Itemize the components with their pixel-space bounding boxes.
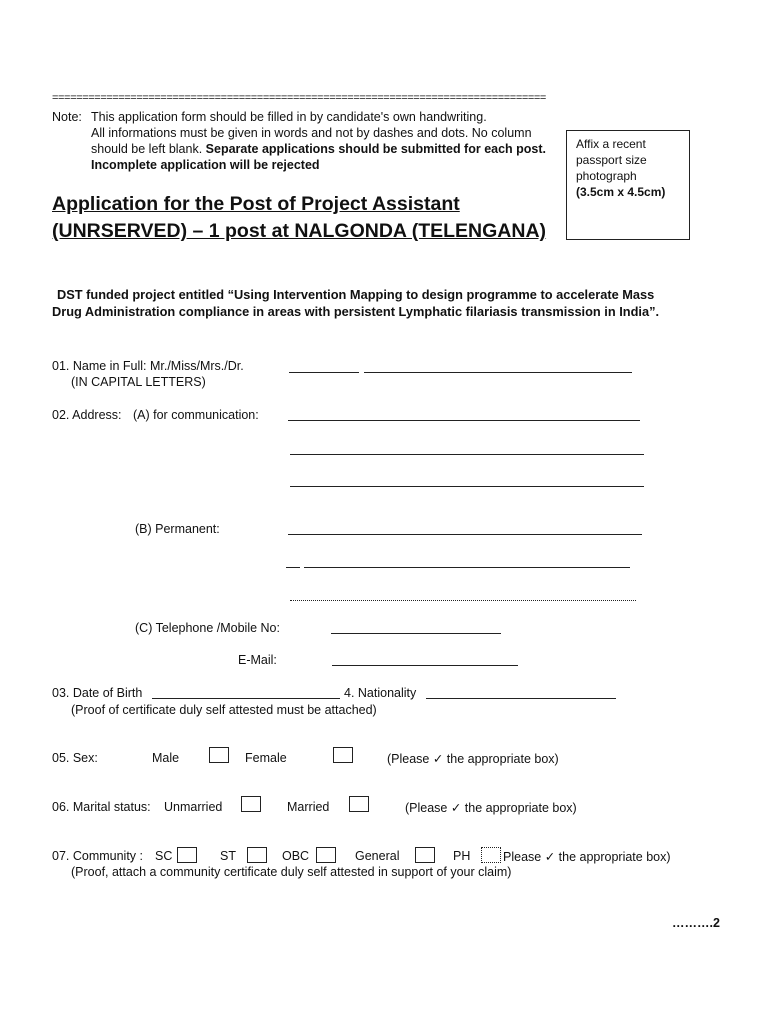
- page-continuation-marker: ……….2: [672, 916, 720, 930]
- community-ph-label: PH: [453, 849, 471, 863]
- name-sublabel: (IN CAPITAL LETTERS): [71, 375, 206, 389]
- community-general-checkbox[interactable]: [415, 847, 435, 863]
- email-field[interactable]: [332, 665, 518, 666]
- address-permanent-field-3[interactable]: [290, 600, 636, 601]
- separator-line: ==================================================================================: [52, 92, 546, 104]
- community-general-label: General: [355, 849, 400, 863]
- sex-female-checkbox[interactable]: [333, 747, 353, 763]
- dob-proof-note: (Proof of certificate duly self attested must be attached): [71, 703, 377, 717]
- marital-married-checkbox[interactable]: [349, 796, 369, 812]
- community-obc-checkbox[interactable]: [316, 847, 336, 863]
- dob-field[interactable]: [152, 698, 340, 699]
- community-hint: Please ✓ the appropriate box): [503, 850, 671, 864]
- sex-female-label: Female: [245, 751, 287, 765]
- sex-male-checkbox[interactable]: [209, 747, 229, 763]
- dob-label: 03. Date of Birth: [52, 686, 143, 700]
- email-label: E-Mail:: [238, 653, 277, 667]
- note-line-1: This application form should be filled in by candidate's own handwriting.: [91, 110, 487, 124]
- sex-hint: (Please ✓ the appropriate box): [387, 752, 559, 766]
- note-label: Note:: [52, 110, 82, 124]
- address-communication-label: (A) for communication:: [133, 408, 259, 422]
- community-label: 07. Community :: [52, 849, 144, 863]
- telephone-label: (C) Telephone /Mobile No:: [135, 621, 280, 635]
- address-communication-field-1[interactable]: [288, 420, 640, 421]
- photo-affix-box: [566, 130, 690, 240]
- marital-unmarried-checkbox[interactable]: [241, 796, 261, 812]
- photo-box-line-2: passport size: [576, 153, 647, 167]
- community-obc-label: OBC: [282, 849, 310, 863]
- photo-box-line-1: Affix a recent: [576, 137, 646, 151]
- marital-label: 06. Marital status:: [52, 800, 151, 814]
- sex-male-label: Male: [152, 751, 180, 765]
- nationality-field[interactable]: [426, 698, 616, 699]
- address-communication-field-3[interactable]: [290, 486, 644, 487]
- address-permanent-field-1[interactable]: [288, 534, 642, 535]
- note-line-4: Incomplete application will be rejected: [91, 158, 320, 172]
- project-line-2: Drug Administration compliance in areas with persistent Lymphatic filariasis transmission in India”.: [52, 304, 660, 319]
- community-st-label: ST: [220, 849, 236, 863]
- community-sc-checkbox[interactable]: [177, 847, 197, 863]
- community-sc-label: SC: [155, 849, 173, 863]
- marital-hint: (Please ✓ the appropriate box): [405, 801, 577, 815]
- name-full-field[interactable]: [364, 372, 632, 373]
- photo-box-line-3: photograph: [576, 169, 637, 183]
- address-communication-field-2[interactable]: [290, 454, 644, 455]
- address-permanent-field-2a[interactable]: [286, 567, 300, 568]
- form-title-line-1: Application for the Post of Project Assistant: [52, 193, 460, 215]
- note-line-3: [91, 142, 546, 156]
- marital-unmarried-label: Unmarried: [164, 800, 223, 814]
- telephone-field[interactable]: [331, 633, 501, 634]
- photo-box-line-4: (3.5cm x 4.5cm): [576, 185, 666, 199]
- note-line-3-plain: should be left blank.: [91, 142, 206, 156]
- nationality-label: 4. Nationality: [344, 686, 417, 700]
- name-title-field[interactable]: [289, 372, 359, 373]
- community-proof-note: (Proof, attach a community certificate duly self attested in support of your claim): [71, 865, 512, 879]
- address-permanent-label: (B) Permanent:: [135, 522, 220, 536]
- community-st-checkbox[interactable]: [247, 847, 267, 863]
- name-label: 01. Name in Full: Mr./Miss/Mrs./Dr.: [52, 359, 244, 373]
- note-line-2: All informations must be given in words and not by dashes and dots. No column: [91, 126, 532, 140]
- address-permanent-field-2b[interactable]: [304, 567, 630, 568]
- project-line-1: DST funded project entitled “Using Intervention Mapping to design programme to accelerate Mass: [57, 287, 655, 302]
- marital-married-label: Married: [287, 800, 330, 814]
- community-ph-checkbox[interactable]: [481, 847, 501, 863]
- form-title-line-2: (UNRSERVED) – 1 post at NALGONDA (TELENGANA): [52, 220, 547, 242]
- address-label: 02. Address:: [52, 408, 122, 422]
- sex-label: 05. Sex:: [52, 751, 98, 765]
- note-line-3-bold: Separate applications should be submitted for each post.: [205, 142, 547, 156]
